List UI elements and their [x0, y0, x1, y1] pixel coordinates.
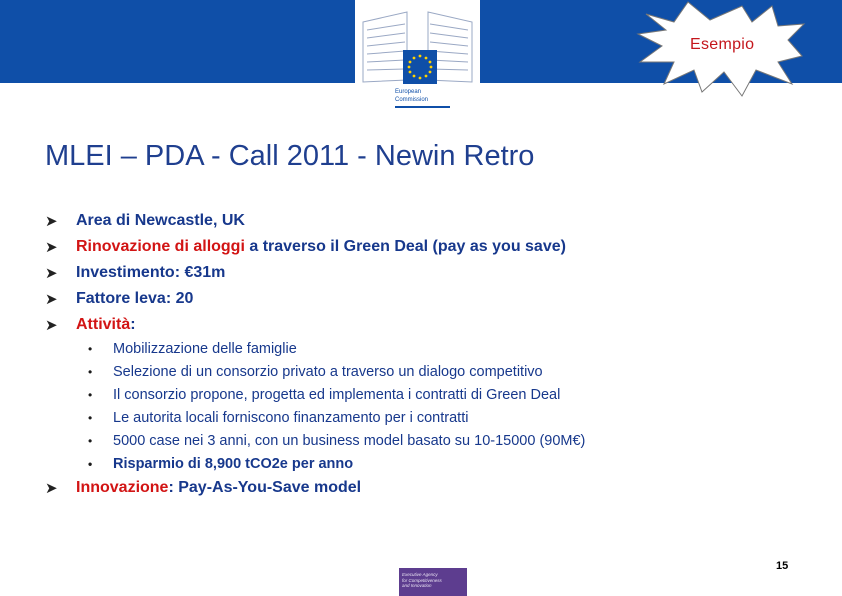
- arrow-bullet-icon: ➤: [45, 265, 58, 282]
- arrow-bullet-icon: ➤: [45, 239, 58, 256]
- arrow-bullet-icon: ➤: [45, 291, 58, 308]
- dot-bullet-icon: •: [88, 387, 93, 402]
- dot-bullet-icon: •: [88, 341, 93, 356]
- arrow-bullet-icon: ➤: [45, 480, 58, 497]
- list-item: • Le autorita locali forniscono finanzamento per i contratti: [88, 409, 469, 426]
- european-commission-logo: [355, 0, 480, 116]
- bullet-text: :: [130, 316, 136, 333]
- page-number: 15: [776, 560, 789, 572]
- bullet-text: Area di Newcastle, UK: [76, 212, 245, 229]
- eaci-logo: Executive Agency for Competitiveness and Innovation: [399, 568, 467, 596]
- bullet-highlight: Rinovazione di alloggi: [76, 238, 245, 255]
- bullet-text: : Pay-As-You-Save model: [168, 479, 362, 496]
- list-item: • Risparmio di 8,900 tCO2e per anno: [88, 455, 354, 472]
- bullet-leverage: [45, 286, 566, 312]
- example-badge: Esempio: [690, 36, 755, 53]
- bullet-text: Fattore leva: 20: [76, 290, 194, 307]
- dot-bullet-icon: •: [88, 364, 93, 379]
- activities-list: [86, 337, 585, 475]
- commission-building-icon: [355, 0, 480, 116]
- bullet-area: [45, 208, 566, 234]
- list-item: • Il consorzio propone, progetta ed implementa i contratti di Green Deal: [88, 386, 561, 403]
- bullet-text: Investimento: €31m: [76, 264, 226, 281]
- logo-text-line2: Commission: [395, 97, 429, 103]
- arrow-bullet-icon: ➤: [45, 213, 58, 230]
- bullet-highlight: Innovazione: [76, 479, 169, 496]
- bullet-innovation: [45, 475, 361, 501]
- logo-text-line1: European: [395, 89, 422, 95]
- bullet-activities: [45, 312, 566, 338]
- arrow-bullet-icon: ➤: [45, 317, 58, 334]
- dot-bullet-icon: •: [88, 433, 93, 448]
- bullet-renovation: [45, 234, 566, 260]
- bullet-investment: [45, 260, 566, 286]
- dot-bullet-icon: •: [88, 410, 93, 425]
- bullet-highlight: Attività: [76, 316, 131, 333]
- slide-title: MLEI – PDA - Call 2011 - Newin Retro: [45, 140, 535, 172]
- dot-bullet-icon: •: [88, 456, 93, 471]
- list-item: • 5000 case nei 3 anni, con un business model basato su 10-15000 (90M€): [88, 432, 586, 449]
- list-item: • Mobilizzazione delle famiglie: [88, 340, 297, 357]
- main-bullet-list: [45, 208, 566, 338]
- bullet-text: a traverso il Green Deal (pay as you save): [244, 238, 566, 255]
- list-item: • Selezione di un consorzio privato a traverso un dialogo competitivo: [88, 363, 543, 380]
